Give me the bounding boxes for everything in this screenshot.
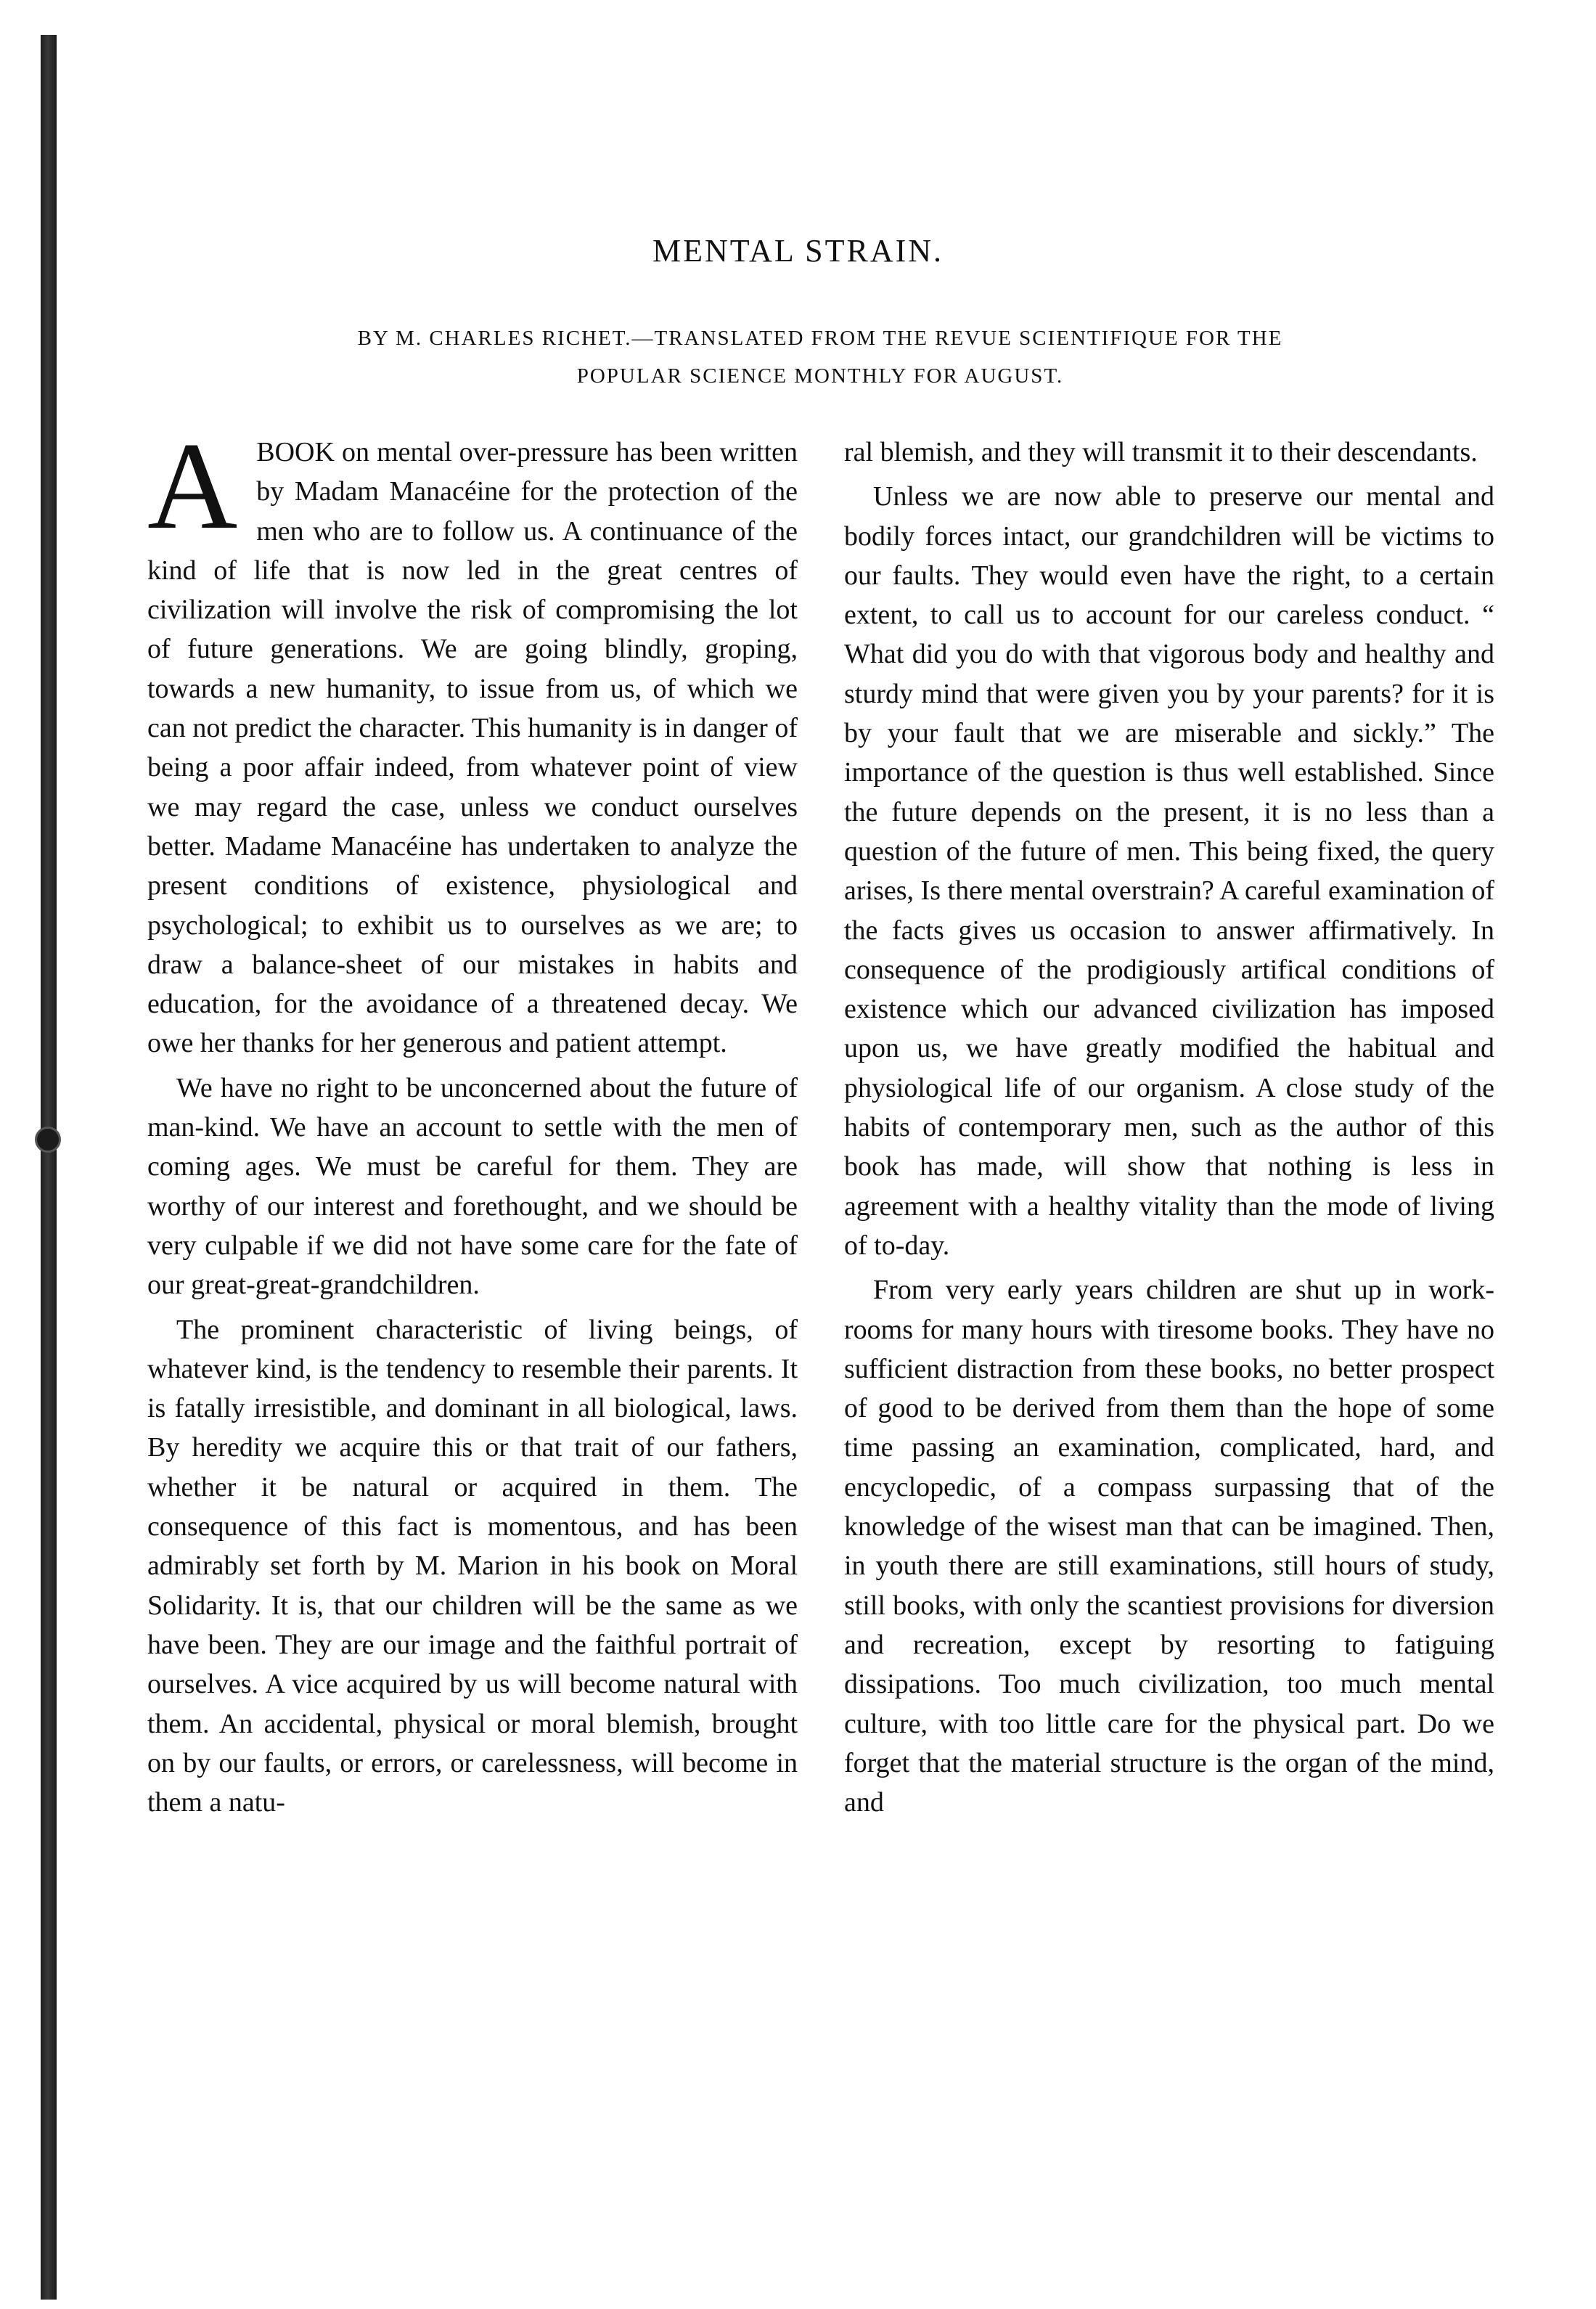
paragraph-1-text: BOOK on mental over-pressure has been written by Madam Manacéine for the protection of the men who are to follow us. A continuance of the kind of life that is now led in the great centres of civilization will involve the risk of compromising the lot of future generations. We are going blindly, groping, towards a new humanity, to issue from us, of which we can not predict the character. This humanity is in danger of being a poor affair indeed, from whatever point of view we may regard the case, unless we conduct ourselves better. Madame Manacéine has undertaken to analyze the present conditions of existence, physiological and psychological; to exhibit us to ourselves as we are; to draw a balance-sheet of our mistakes in habits and education, for the avoidance of a threatened decay. We owe her thanks for her generous and patient attempt.	[147, 437, 798, 1059]
paragraph-continued: ral blemish, and they will transmit it to their descendants.	[844, 437, 1478, 467]
left-column	[147, 417, 798, 1822]
paragraph-1	[147, 417, 798, 1063]
right-column	[844, 433, 1494, 1822]
byline-line-2: POPULAR SCIENCE MONTHLY FOR AUGUST.	[576, 364, 1064, 388]
article-title: MENTAL STRAIN.	[652, 233, 944, 269]
paragraph-3: The prominent characteristic of living beings, of whatever kind, is the tendency to resemble their parents. It is fatally irresistible, and dominant in all biological, laws. By heredity we acquire this or that trait of our fathers, whether it be natural or acquired in them. The consequence of this fact is momentous, and has been admirably set forth by M. Marion in his book on Moral Solidarity. It is, that our children will be the same as we have been. They are our image and the faithful portrait of ourselves. A vice acquired by us will become natural with them. An accidental, physical or moral blemish, brought on by our faults, or errors, or carelessness, will become in them a natu-	[147, 1314, 798, 1818]
byline-line-1: BY M. CHARLES RICHET.—TRANSLATED FROM THE REVUE SCIENTIFIQUE FOR THE	[357, 327, 1283, 350]
drop-cap: A	[147, 417, 238, 555]
paragraph-2: We have no right to be unconcerned about the future of man-kind. We have an account to settle with the men of coming ages. We must be careful for them. They are worthy of our interest and forethought, and we should be very culpable if we did not have some care for the fate of our great-great-grandchildren.	[147, 1072, 798, 1301]
binding-hole	[35, 1127, 61, 1153]
paragraph-5: From very early years children are shut up in work-rooms for many hours with tiresome books. They have no sufficient distraction from these books, no better prospect of good to be derived from them than the hope of some time passing an examination, complicated, hard, and encyclopedic, of a compass surpassing that of the knowledge of the wisest man that can be imagined. Then, in youth there are still examinations, still hours of study, still books, with only the scantiest provisions for diversion and recreation, except by resorting to fatiguing dissipations. Too much civilization, too much mental culture, with too little care for the physical part. Do we forget that the material structure is the organ of the mind, and	[844, 1275, 1494, 1818]
article-byline	[189, 319, 1452, 395]
binding-edge	[41, 35, 57, 2300]
paragraph-4: Unless we are now able to preserve our mental and bodily forces intact, our grandchildren will be victims to our faults. They would even have the right, to a certain extent, to call us to account for our careless conduct. “ What did you do with that vigorous body and healthy and sturdy mind that were given you by your parents? for it is by your fault that we are miserable and sickly.” The importance of the question is thus well established. Since the future depends on the present, it is no less than a question of the future of men. This being fixed, the query arises, Is there mental overstrain? A careful examination of the facts gives us occasion to answer affirmatively. In consequence of the prodigiously artifical conditions of existence which our advanced civilization has imposed upon us, we have greatly modified the habitual and physiological life of our organism. A close study of the habits of contemporary men, such as the author of this book has made, will show that nothing is less in agreement with a healthy vitality than the mode of living of to-day.	[844, 481, 1494, 1261]
